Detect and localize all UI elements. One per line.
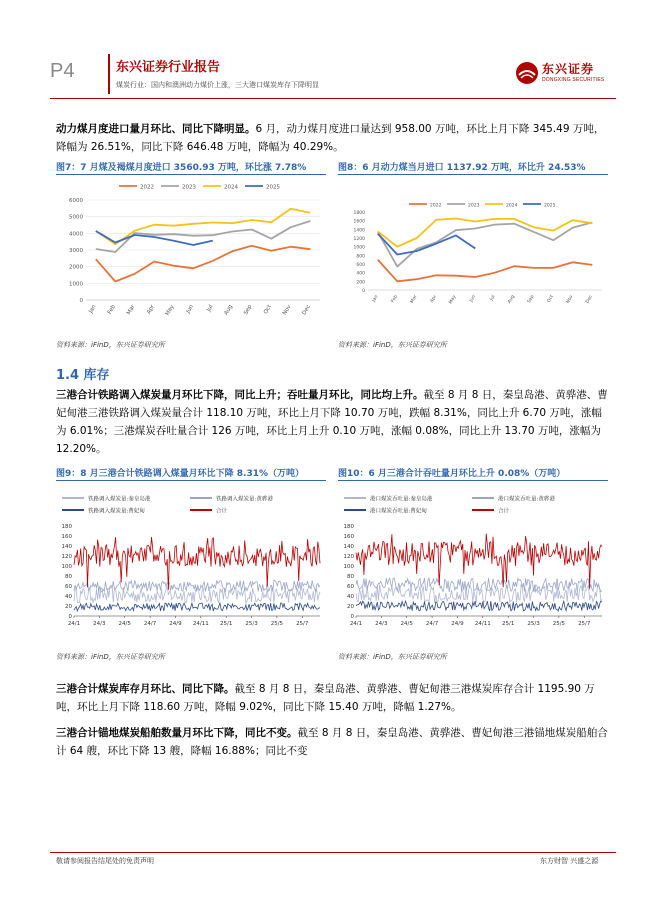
figure-7-title: 图7：7 月煤及褐煤月度进口 3560.93 万吨，环比涨 7.78% (56, 163, 307, 173)
y-tick-label: 0 (362, 289, 365, 294)
page-number: P4 (50, 60, 75, 82)
y-tick-label: 160 (61, 534, 72, 540)
y-tick-label: 20 (347, 604, 354, 610)
series-line-港口煤炭吞吐量:黄骅港 (356, 578, 602, 592)
x-tick-label: Jan (371, 294, 380, 304)
y-tick-label: 600 (356, 263, 365, 268)
x-tick-label: Nov (565, 294, 575, 305)
paragraph-body: 截至 8 月 8 日，秦皇岛港、黄骅港、曹妃甸港三港锚地煤炭船舶合计 64 艘，环比下降 13 艘，降幅 16.88%；同比不变 (56, 727, 608, 757)
y-tick-label: 2000 (69, 264, 83, 271)
figure-9-chart (56, 486, 326, 636)
series-line-2024 (378, 219, 593, 247)
figure-10-chart (338, 486, 608, 636)
x-tick-label: Jul (489, 294, 497, 302)
x-tick-label: 24/9 (169, 621, 182, 627)
paragraph-rail-inflow (56, 386, 608, 458)
legend-label: 合计 (498, 508, 510, 515)
legend-label: 铁路调入煤炭量:黄骅港 (216, 496, 273, 503)
logo-mark-icon (515, 61, 539, 85)
y-tick-label: 180 (61, 524, 72, 530)
paragraph-port-inventory (56, 680, 608, 716)
y-tick-label: 120 (343, 554, 354, 560)
x-tick-label: Jul (205, 304, 215, 313)
x-tick-label: Jun (469, 294, 477, 304)
x-tick-label: 25/7 (578, 621, 591, 627)
legend-label: 铁路调入煤炭量:曹妃甸 (88, 508, 145, 515)
y-tick-label: 40 (65, 594, 72, 600)
y-tick-label: 200 (356, 280, 365, 286)
y-tick-label: 400 (356, 271, 365, 277)
x-tick-label: Mar (126, 304, 137, 316)
x-tick-label: Dec (301, 304, 312, 317)
x-tick-label: 24/9 (451, 621, 464, 627)
legend-label: 铁路调入煤炭量:秦皇岛港 (88, 496, 151, 503)
figure-9-source: 资料来源：iFinD，东兴证券研究所 (56, 653, 165, 661)
y-tick-label: 0 (68, 614, 72, 620)
figure-8-source: 资料来源：iFinD，东兴证券研究所 (338, 341, 447, 349)
header-rule (50, 98, 616, 99)
figure-9-title: 图9：8 月三港合计铁路调入煤量月环比下降 8.31%（万吨） (56, 469, 305, 479)
x-tick-label: Feb (390, 294, 399, 304)
legend-label: 港口煤炭吞吐量:秦皇岛港 (370, 496, 433, 503)
footer-slogan: 东方财智 兴盛之源 (540, 857, 599, 865)
x-tick-label: Apr (146, 304, 156, 316)
legend-label: 合计 (216, 508, 228, 515)
y-tick-label: 1200 (353, 237, 365, 242)
x-tick-label: 24/11 (192, 621, 209, 627)
paragraph-body: 截至 8 月 8 日，秦皇岛港、黄骅港、曹妃甸港三港铁路调入煤炭量合计 118.10 万吨，环比上月下降 10.70 万吨，跌幅 8.31%，同比上升 6.70 万吨，涨幅为 6.01%；三港煤炭吞吐量合计 126 万吨，环比上月上升 0.10 万吨，涨幅 0.08%，同比上升 13.70 万吨，涨幅为 12.20%。 (56, 389, 608, 455)
x-tick-label: Oct (263, 304, 273, 316)
x-tick-label: Dec (585, 294, 594, 305)
x-tick-label: Feb (106, 304, 117, 316)
x-tick-label: 24/5 (118, 621, 131, 627)
y-tick-label: 20 (65, 604, 72, 610)
x-tick-label: Aug (223, 304, 234, 317)
paragraph-body: 6 月，动力煤月度进口量达到 958.00 万吨，环比上月下降 345.49 万吨，降幅为 26.51%，同比下降 646.48 万吨，降幅为 40.29%。 (56, 123, 605, 153)
legend-label: 2024 (224, 184, 238, 191)
paragraph-lead: 三港合计铁路调入煤炭量月环比下降，同比上升；吞吐量月环比，同比均上升。 (56, 389, 424, 401)
figure-10-source: 资料来源：iFinD，东兴证券研究所 (338, 653, 447, 661)
x-tick-label: 24/3 (93, 621, 106, 627)
figure-10-rule (338, 480, 608, 481)
y-tick-label: 6000 (69, 198, 83, 204)
y-tick-label: 180 (343, 524, 354, 530)
paragraph-import-volume (56, 120, 608, 156)
series-line-2022 (378, 260, 593, 282)
legend-label: 港口煤炭吞吐量:黄骅港 (498, 496, 555, 503)
x-tick-label: 24/7 (425, 621, 439, 627)
series-line-2025 (378, 234, 476, 255)
legend-label: 2023 (468, 203, 480, 209)
section-heading: 1.4 库存 (56, 368, 110, 383)
y-tick-label: 3000 (69, 248, 83, 254)
x-tick-label: 25/1 (219, 621, 233, 627)
series-line-铁路调入煤炭量:曹妃甸 (74, 603, 320, 611)
legend-label: 2025 (544, 203, 556, 209)
x-tick-label: 24/3 (375, 621, 388, 627)
paragraph-lead: 动力煤月度进口量月环比、同比下降明显。 (56, 123, 256, 135)
paragraph-lead: 三港合计锚地煤炭船舶数量月环比下降，同比不变。 (56, 727, 298, 739)
y-tick-label: 1400 (353, 228, 365, 234)
figure-8-rule (338, 174, 608, 175)
figure-7-source: 资料来源：iFinD，东兴证券研究所 (56, 341, 165, 349)
figure-10-title: 图10：6 月三港合计吞吐量月环比上升 0.08%（万吨） (338, 469, 566, 479)
x-tick-label: Aug (507, 294, 516, 305)
x-tick-label: 25/5 (270, 621, 284, 627)
y-tick-label: 800 (356, 254, 365, 260)
legend-label: 港口煤炭吞吐量:曹妃甸 (370, 508, 427, 515)
y-tick-label: 0 (79, 298, 83, 304)
y-tick-label: 80 (65, 574, 72, 580)
report-subtitle: 煤炭行业：国内和澳洲动力煤价上涨，三大港口煤炭库存下降明显 (116, 81, 319, 89)
legend-label: 2024 (506, 203, 518, 209)
figure-8-title: 图8：6 月动力煤当月进口 1137.92 万吨，环比升 24.53% (338, 163, 586, 173)
y-tick-label: 120 (61, 554, 72, 560)
figure-8-chart (338, 196, 608, 316)
x-tick-label: 24/7 (143, 621, 157, 627)
x-tick-label: Mar (409, 294, 419, 305)
x-tick-label: Sep (526, 294, 536, 305)
x-tick-label: 24/1 (67, 621, 81, 627)
x-tick-label: 25/3 (527, 621, 540, 627)
header-divider (108, 54, 110, 94)
x-tick-label: Jan (88, 304, 98, 315)
series-line-2022 (96, 246, 310, 282)
x-tick-label: 25/7 (296, 621, 309, 627)
x-tick-label: 24/5 (400, 621, 413, 627)
series-line-港口煤炭吞吐量:秦皇岛港 (356, 585, 602, 603)
report-title: 东兴证券行业报告 (116, 60, 221, 75)
figure-7-rule (56, 174, 326, 175)
y-tick-label: 1000 (69, 281, 83, 288)
logo-name: 东兴证券 (542, 62, 595, 76)
x-tick-label: Apr (429, 294, 438, 304)
x-tick-label: 25/1 (501, 621, 515, 627)
y-tick-label: 140 (343, 544, 354, 550)
series-line-港口煤炭吞吐量:曹妃甸 (356, 601, 602, 611)
y-tick-label: 160 (343, 534, 354, 540)
paragraph-lead: 三港合计煤炭库存月环比、同比下降。 (56, 683, 235, 695)
y-tick-label: 0 (350, 614, 354, 620)
paragraph-body: 截至 8 月 8 日，秦皇岛港、黄骅港、曹妃甸港三港煤炭库存合计 1195.90 万吨，环比上月下降 118.60 万吨，降幅 9.02%，同比下降 15.40 万吨，降幅 1.27%。 (56, 683, 595, 713)
x-tick-label: 24/11 (474, 621, 491, 627)
footer-rule (50, 852, 616, 853)
x-tick-label: May (164, 304, 176, 317)
series-line-2023 (378, 222, 593, 266)
x-tick-label: Sep (243, 304, 254, 316)
y-tick-label: 40 (347, 594, 354, 600)
y-tick-label: 5000 (69, 214, 83, 221)
x-tick-label: Oct (546, 294, 555, 304)
legend-label: 2023 (182, 184, 196, 191)
legend-label: 2022 (430, 203, 442, 209)
y-tick-label: 1800 (353, 211, 365, 216)
x-tick-label: May (448, 294, 458, 306)
paragraph-anchorage-ships (56, 724, 608, 760)
x-tick-label: Jun (185, 304, 195, 315)
figure-9-rule (56, 480, 326, 481)
legend-label: 2022 (140, 184, 154, 191)
y-tick-label: 100 (61, 564, 72, 570)
series-line-合计 (74, 537, 320, 590)
y-tick-label: 60 (65, 584, 72, 590)
footer-disclaimer: 敬请参阅报告结尾处的免责声明 (56, 857, 154, 865)
y-tick-label: 4000 (69, 231, 83, 238)
company-logo (515, 58, 605, 88)
legend-label: 2025 (266, 184, 280, 191)
y-tick-label: 100 (343, 564, 354, 570)
x-tick-label: 25/5 (552, 621, 566, 627)
y-tick-label: 60 (347, 584, 354, 590)
y-tick-label: 140 (61, 544, 72, 550)
figure-7-chart (56, 178, 326, 328)
y-tick-label: 1600 (353, 219, 365, 225)
x-tick-label: Nov (281, 304, 293, 317)
y-tick-label: 80 (347, 574, 354, 580)
logo-english-name: DONGXING SECURITIES (542, 77, 605, 83)
y-tick-label: 1000 (353, 245, 365, 251)
x-tick-label: 24/1 (349, 621, 363, 627)
x-tick-label: 25/3 (245, 621, 258, 627)
